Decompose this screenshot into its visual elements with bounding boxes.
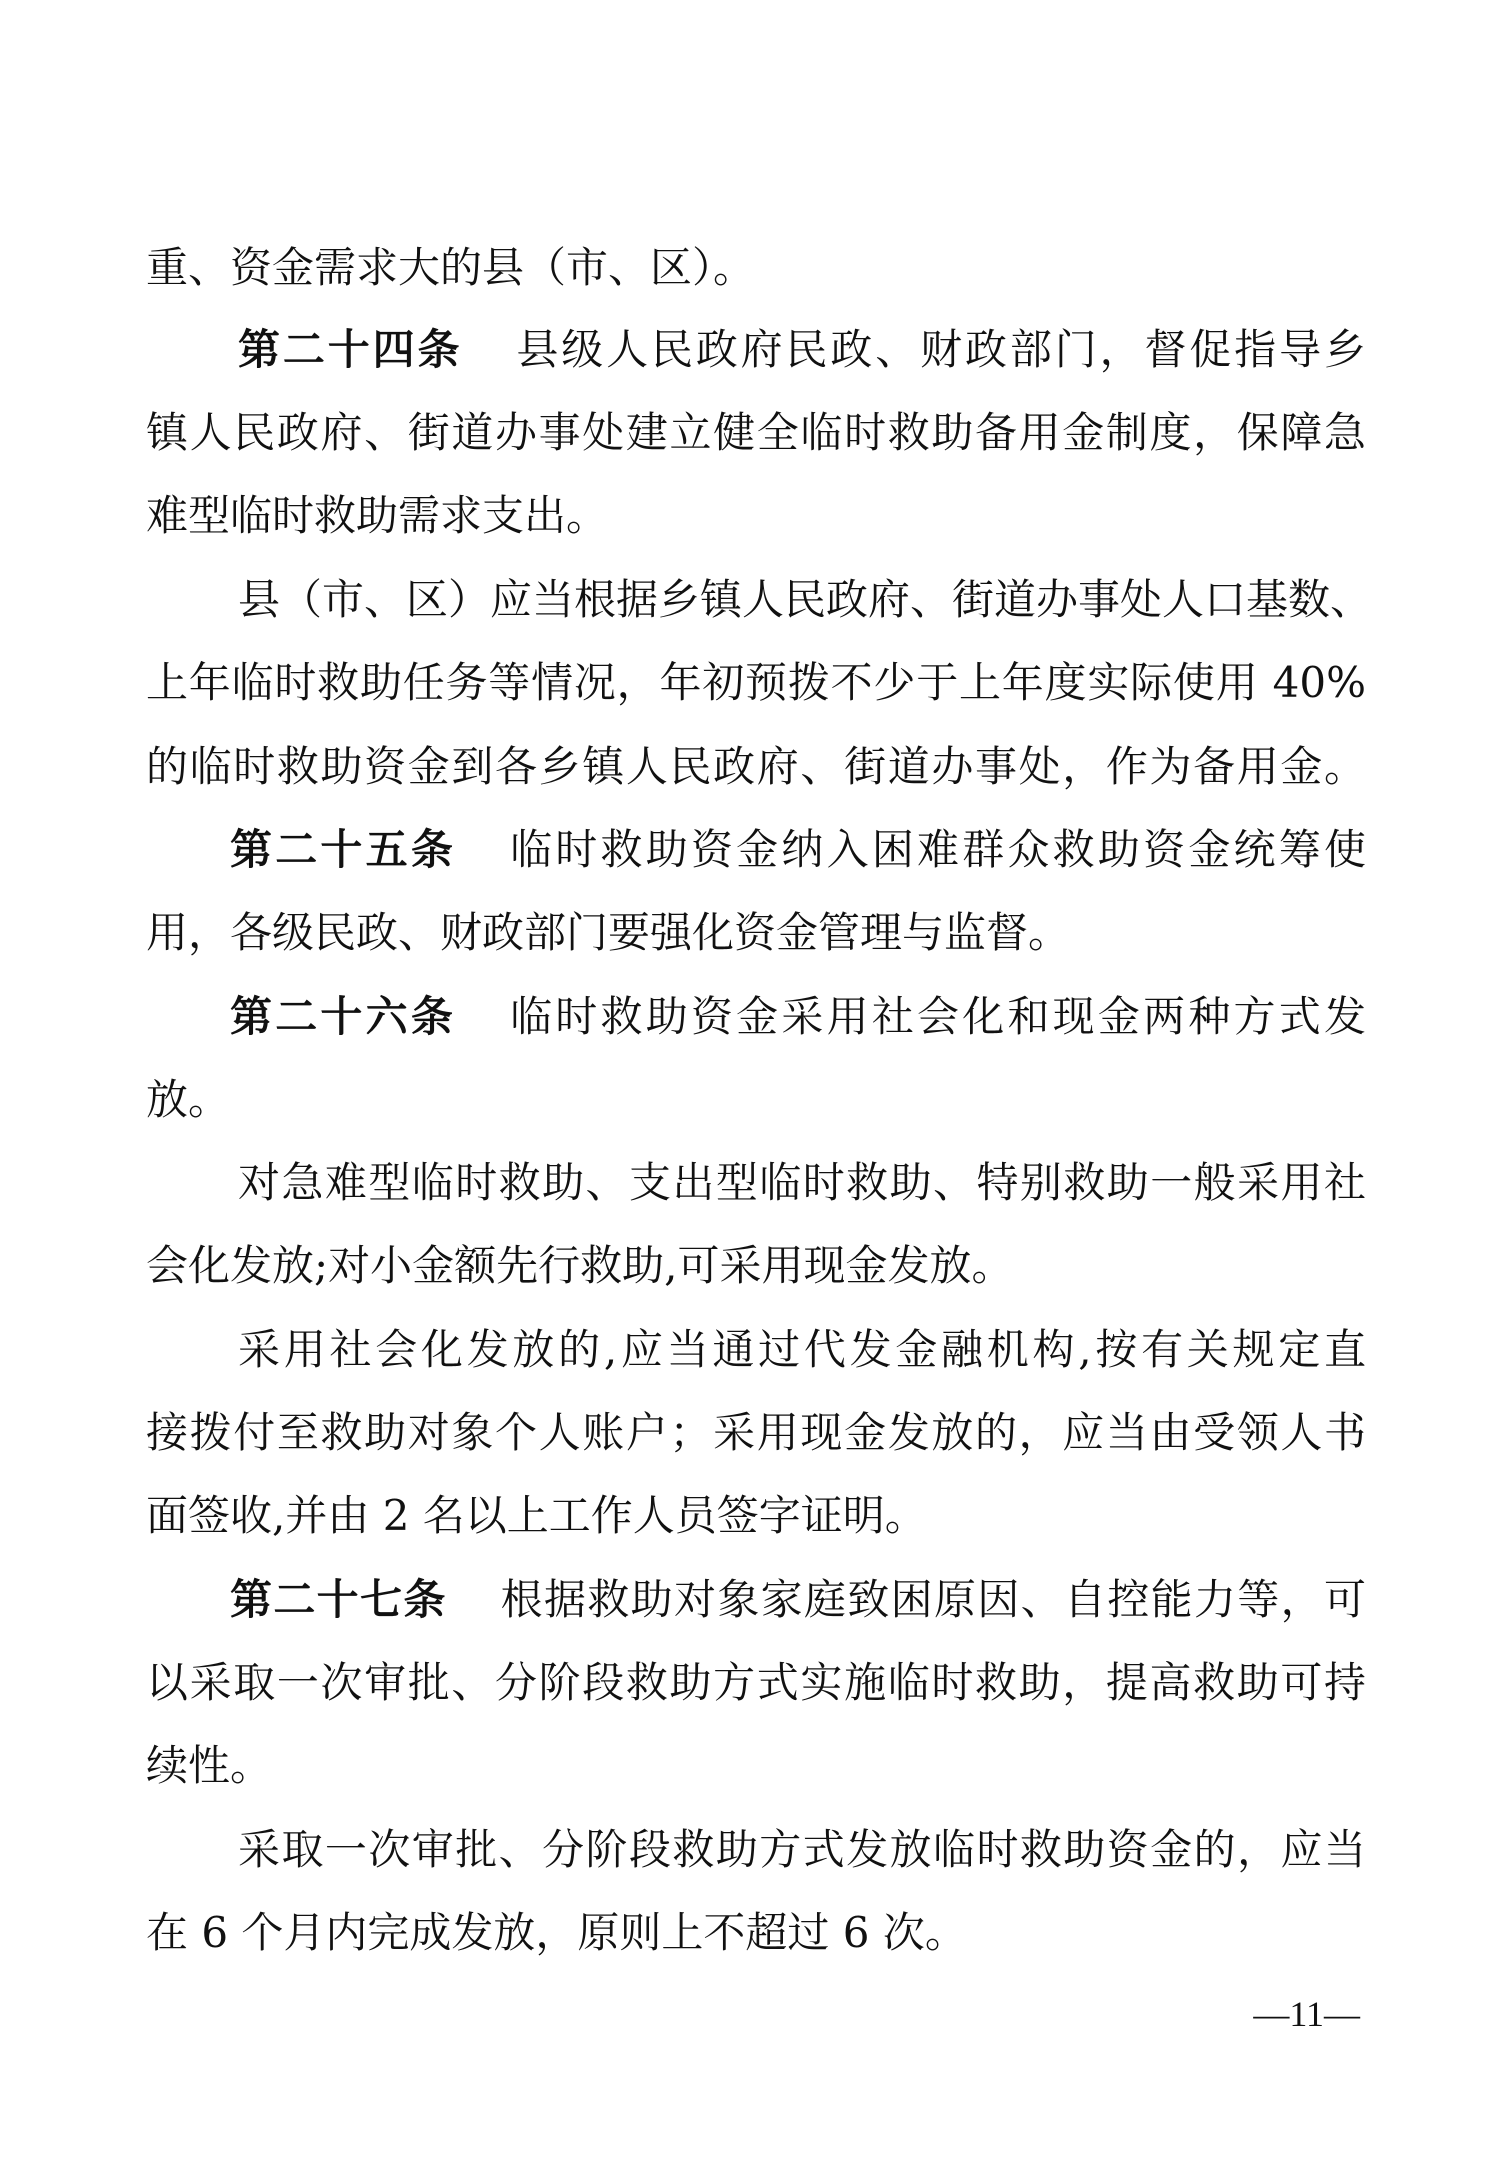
text-line: 放。 [146, 1075, 231, 1124]
article-text: 临时救助资金纳入困难群众救助资金统筹使 [510, 825, 1366, 874]
article-line [230, 1572, 1366, 1628]
article-heading: 第二十七条 [230, 1575, 447, 1624]
text-line: 县（市、区）应当根据乡镇人民政府、街道办事处人口基数、 [238, 575, 1373, 624]
text-line: 重、资金需求大的县（市、区）。 [146, 243, 756, 292]
article-text: 根据救助对象家庭致困原因、自控能力等，可 [500, 1575, 1366, 1624]
text-line: 在 6 个月内完成发放，原则上不超过 6 次。 [146, 1908, 967, 1957]
article-text: 临时救助资金采用社会化和现金两种方式发 [510, 992, 1366, 1041]
text-line: 镇人民政府、街道办事处建立健全临时救助备用金制度，保障急 [146, 408, 1366, 457]
text-line: 会化发放;对小金额先行救助,可采用现金发放。 [146, 1241, 1014, 1290]
text-line: 采用社会化发放的,应当通过代发金融机构,按有关规定直 [238, 1325, 1366, 1374]
text-line: 以采取一次审批、分阶段救助方式实施临时救助，提高救助可持 [146, 1658, 1366, 1707]
text-line: 面签收,并由 2 名以上工作人员签字证明。 [146, 1491, 927, 1540]
text-line: 接拨付至救助对象个人账户；采用现金发放的，应当由受领人书 [146, 1408, 1366, 1457]
article-line [230, 822, 1366, 878]
article-line [230, 989, 1366, 1045]
text-line: 上年临时救助任务等情况，年初预拨不少于上年度实际使用 40% [146, 658, 1366, 707]
article-heading: 第二十六条 [230, 992, 457, 1041]
text-line: 难型临时救助需求支出。 [146, 491, 609, 540]
article-line [238, 322, 1366, 378]
page-number: —11— [1253, 1994, 1360, 2034]
text-line: 续性。 [146, 1741, 273, 1790]
article-heading: 第二十五条 [230, 825, 457, 874]
text-line: 采取一次审批、分阶段救助方式发放临时救助资金的，应当 [238, 1825, 1366, 1874]
text-line: 用，各级民政、财政部门要强化资金管理与监督。 [146, 908, 1071, 957]
text-line: 的临时救助资金到各乡镇人民政府、街道办事处，作为备用金。 [146, 742, 1366, 791]
article-heading: 第二十四条 [238, 325, 463, 374]
text-line: 对急难型临时救助、支出型临时救助、特别救助一般采用社 [238, 1158, 1366, 1207]
article-text: 县级人民政府民政、财政部门，督促指导乡 [516, 325, 1366, 374]
